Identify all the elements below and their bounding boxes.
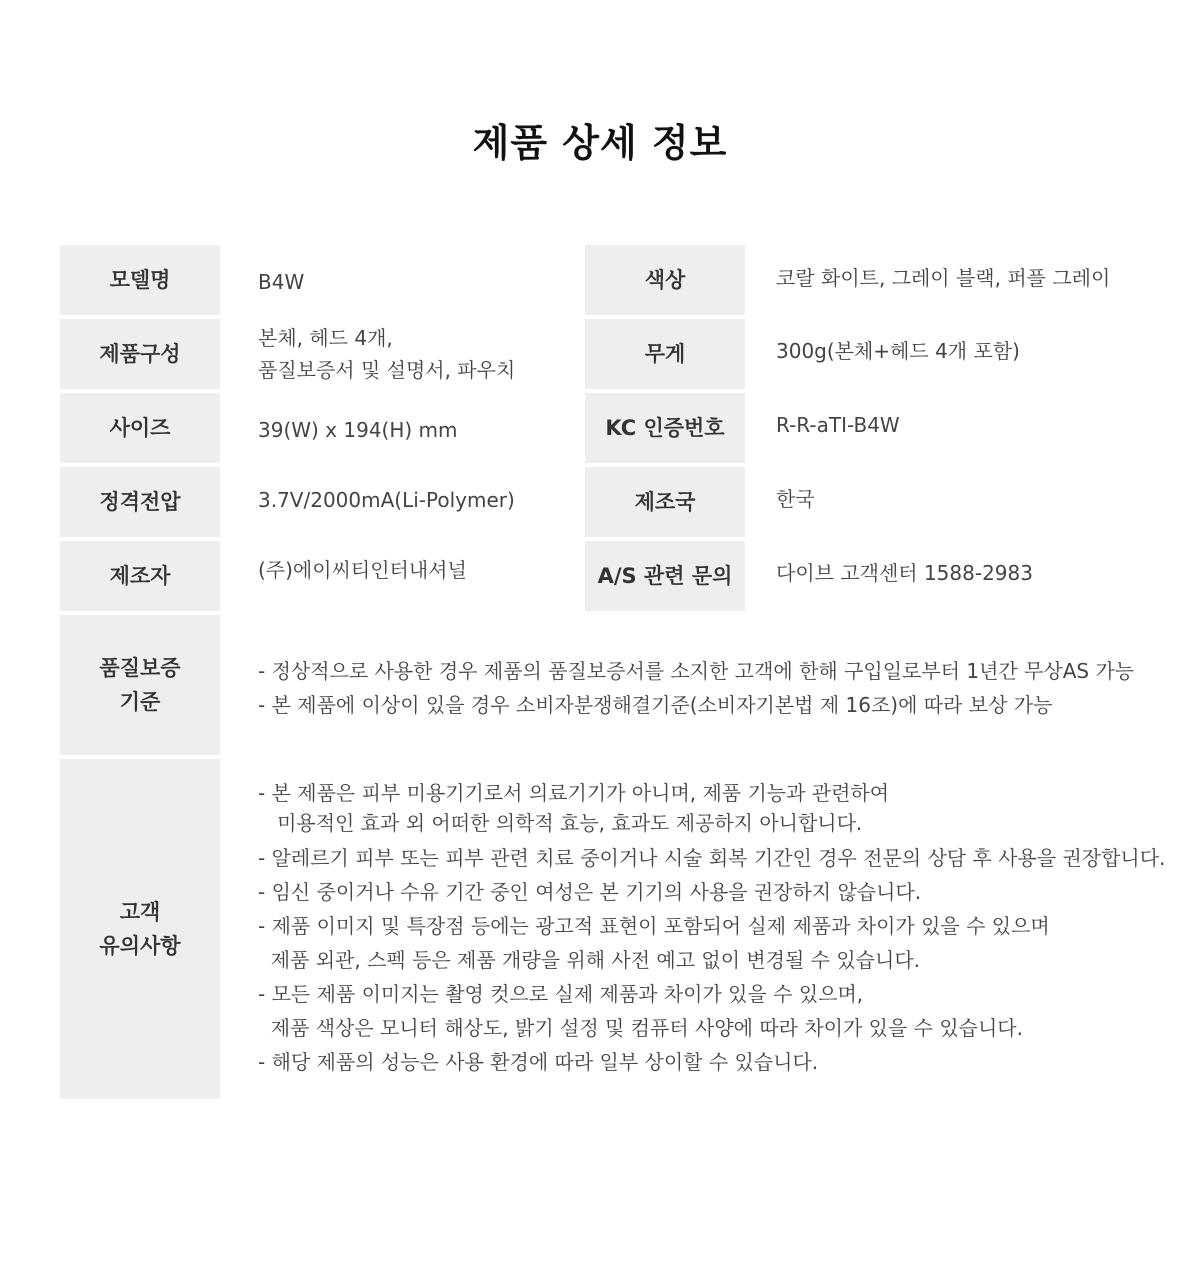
label-model: 모델명 <box>60 245 220 315</box>
label-as-inquiry: A/S 관련 문의 <box>585 541 745 611</box>
caution-line: - 알레르기 피부 또는 피부 관련 치료 중이거나 시술 회복 기간인 경우 전문의 상담 후 사용을 권장합니다. <box>258 846 1166 870</box>
value-weight: 300g(본체+헤드 4개 포함) <box>776 339 1020 363</box>
caution-line: 제품 색상은 모니터 해상도, 밝기 설정 및 컴퓨터 사양에 따라 차이가 있을 수 있습니다. <box>258 1016 1023 1040</box>
caution-line: 미용적인 효과 외 어떠한 의학적 효능, 효과도 제공하지 아니합니다. <box>258 811 863 835</box>
warranty-line: - 정상적으로 사용한 경우 제품의 품질보증서를 소지한 고객에 한해 구입일로부터 1년간 무상AS 가능 <box>258 659 1135 683</box>
label-warranty: 품질보증 기준 <box>60 615 220 755</box>
label-kc-number: KC 인증번호 <box>585 393 745 463</box>
value-as-inquiry: 다이브 고객센터 1588-2983 <box>776 561 1033 585</box>
value-model: B4W <box>258 270 305 294</box>
value-kc-number: R-R-aTI-B4W <box>776 413 900 437</box>
value-country: 한국 <box>776 487 815 511</box>
label-weight: 무게 <box>585 319 745 389</box>
caution-line: - 모든 제품 이미지는 촬영 컷으로 실제 제품과 차이가 있을 수 있으며, <box>258 982 864 1006</box>
caution-line: 제품 외관, 스펙 등은 제품 개량을 위해 사전 예고 없이 변경될 수 있습니다. <box>258 948 920 972</box>
caution-line: - 임신 중이거나 수유 기간 중인 여성은 본 기기의 사용을 권장하지 않습니다. <box>258 880 922 904</box>
warranty-notes <box>258 654 1188 722</box>
label-size: 사이즈 <box>60 393 220 463</box>
value-size: 39(W) x 194(H) mm <box>258 418 458 442</box>
value-manufacturer: (주)에이씨티인터내셔널 <box>258 558 467 582</box>
label-color: 색상 <box>585 245 745 315</box>
value-components: 본체, 헤드 4개, 품질보증서 및 설명서, 파우치 <box>258 326 516 382</box>
warranty-line: - 본 제품에 이상이 있을 경우 소비자분쟁해결기준(소비자기본법 제 16조)에 따라 보상 가능 <box>258 693 1053 717</box>
value-color: 코랄 화이트, 그레이 블랙, 퍼플 그레이 <box>776 266 1111 290</box>
label-cautions: 고객 유의사항 <box>60 759 220 1099</box>
caution-line: - 본 제품은 피부 미용기기로서 의료기기가 아니며, 제품 기능과 관련하여 <box>258 781 890 805</box>
label-country: 제조국 <box>585 467 745 537</box>
caution-line: - 제품 이미지 및 특장점 등에는 광고적 표현이 포함되어 실제 제품과 차이가 있을 수 있으며 <box>258 914 1050 938</box>
label-voltage: 정격전압 <box>60 467 220 537</box>
caution-line: - 해당 제품의 성능은 사용 환경에 따라 일부 상이할 수 있습니다. <box>258 1050 819 1074</box>
value-voltage: 3.7V/2000mA(Li-Polymer) <box>258 488 515 512</box>
caution-notes <box>258 777 1188 1079</box>
page-title: 제품 상세 정보 <box>472 121 728 165</box>
label-manufacturer: 제조자 <box>60 541 220 611</box>
label-components: 제품구성 <box>60 319 220 389</box>
